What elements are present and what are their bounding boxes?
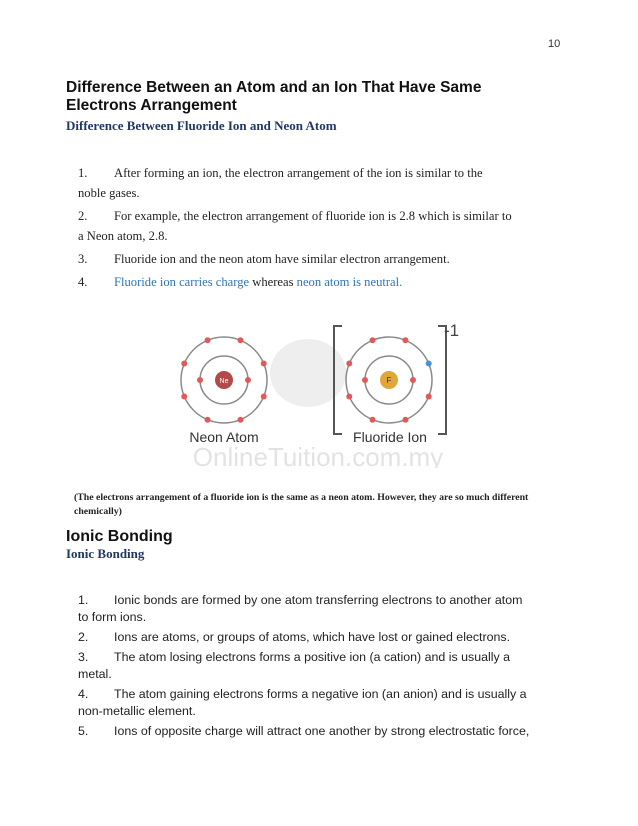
electron: [205, 337, 211, 343]
item-number: 4.: [78, 275, 88, 289]
electron: [410, 377, 416, 383]
electron: [402, 337, 408, 343]
item-number: 2.: [78, 630, 89, 644]
neon-label: Neon Atom: [189, 429, 259, 445]
page-number: 10: [548, 38, 561, 50]
section1-list: [78, 163, 568, 295]
section2-subtitle: Ionic Bonding: [66, 546, 145, 561]
charge-label: -1: [444, 321, 460, 340]
electron: [237, 417, 243, 423]
electron: [370, 417, 376, 423]
item-text: Ions are atoms, or groups of atoms, which have lost or gained electrons.: [114, 630, 511, 644]
item-text-continued: non-metallic element.: [78, 704, 196, 718]
highlight-text-neutral: neon atom is neutral.: [296, 275, 403, 289]
item-number: 3.: [78, 650, 89, 664]
item-number: 2.: [78, 209, 88, 223]
electron: [261, 393, 267, 399]
item-text: The atom gaining electrons forms a negative ion (an anion) and is usually a: [114, 687, 527, 701]
neon-atom: [181, 337, 267, 423]
list-item: [78, 163, 568, 203]
item-number: 3.: [78, 252, 88, 266]
list-item: [78, 723, 578, 740]
watermark-text: OnlineTuition.com.my: [192, 442, 444, 468]
electron: [346, 361, 352, 367]
electron: [426, 393, 432, 399]
highlight-text-charge: Fluoride ion carries charge: [114, 275, 250, 289]
list-item: [78, 206, 568, 246]
section1-subtitle: Difference Between Fluoride Ion and Neon Atom: [66, 118, 337, 133]
item-text: For example, the electron arrangement of fluoride ion is 2.8 which is similar to: [114, 209, 512, 223]
electron: [197, 377, 203, 383]
item-text: Fluoride ion and the neon atom have similar electron arrangement.: [114, 252, 450, 266]
item-number: 5.: [78, 724, 89, 738]
item-text-continued: metal.: [78, 667, 112, 681]
item-text-continued: to form ions.: [78, 610, 147, 624]
figure-caption: (The electrons arrangement of a fluoride ion is the same as a neon atom. However, they are so much different chemically): [74, 492, 529, 517]
list-item: [78, 686, 578, 720]
electron: [370, 337, 376, 343]
right-bracket: [438, 326, 446, 434]
electron: [402, 417, 408, 423]
item-text-continued: a Neon atom, 2.8.: [78, 229, 168, 243]
list-item: [78, 629, 578, 646]
electron: [237, 337, 243, 343]
list-item: [78, 272, 568, 292]
list-item: [78, 592, 578, 626]
fluoride-ion: [334, 321, 459, 434]
electron: [181, 361, 187, 367]
electron: [261, 361, 267, 367]
item-text: whereas: [249, 275, 297, 289]
list-item: [78, 649, 578, 683]
item-number: 1.: [78, 593, 89, 607]
electron: [205, 417, 211, 423]
section2-list: [78, 592, 578, 743]
section1-title-line1: Difference Between an Atom and an Ion That Have Same: [66, 79, 482, 96]
fluoride-symbol: F: [386, 376, 392, 385]
item-number: 1.: [78, 166, 88, 180]
atom-diagram-svg: [168, 318, 468, 468]
gained-electron: [426, 361, 432, 367]
electron: [245, 377, 251, 383]
section1-title: [66, 79, 566, 115]
item-text: After forming an ion, the electron arrangement of the ion is similar to the: [114, 166, 483, 180]
electron: [181, 393, 187, 399]
item-text: Ions of opposite charge will attract one another by strong electrostatic force,: [114, 724, 530, 738]
list-item: [78, 249, 568, 269]
item-text: The atom losing electrons forms a positive ion (a cation) and is usually a: [114, 650, 511, 664]
item-number: 4.: [78, 687, 89, 701]
section1-title-line2: Electrons Arrangement: [66, 97, 237, 114]
fluoride-label: Fluoride Ion: [353, 429, 427, 445]
neon-symbol: Ne: [219, 378, 229, 385]
item-text-continued: noble gases.: [78, 186, 140, 200]
electron: [346, 393, 352, 399]
item-text: Ionic bonds are formed by one atom transferring electrons to another atom: [114, 593, 523, 607]
electron: [362, 377, 368, 383]
section2-title: Ionic Bonding: [66, 528, 173, 545]
atom-diagram: [168, 318, 468, 468]
